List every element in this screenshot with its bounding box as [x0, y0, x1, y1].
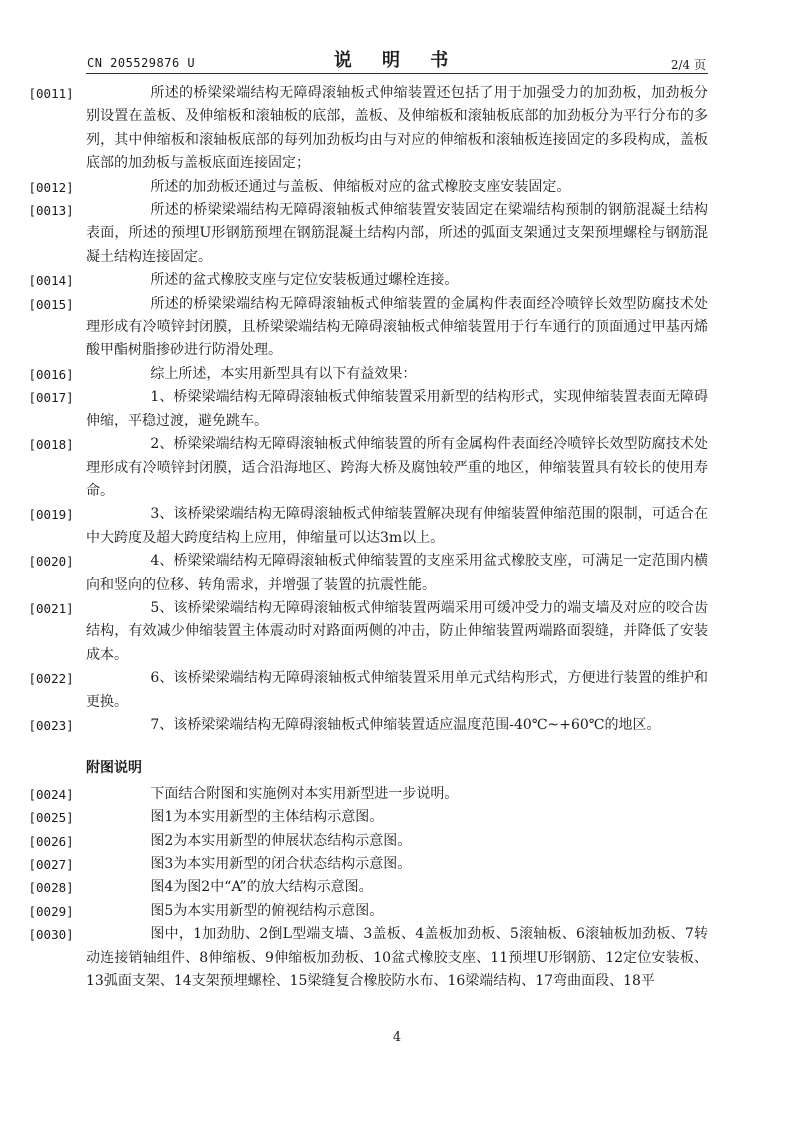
paragraph	[28, 597, 708, 667]
paragraph-text: 6、该桥梁梁端结构无障碍滚轴板式伸缩装置采用单元式结构形式，方便进行装置的维护和更换。	[86, 670, 708, 710]
paragraph-number: [0011]	[28, 86, 74, 101]
page-number: 4	[392, 1030, 402, 1045]
header-rule	[86, 73, 708, 74]
paragraph-text: 1、桥梁梁端结构无障碍滚轴板式伸缩装置采用新型的结构形式，实现伸缩装置表面无障碍伸缩，平稳过渡，避免跳车。	[86, 389, 708, 429]
paragraph-number: [0017]	[28, 390, 74, 406]
paragraph	[28, 783, 708, 806]
paragraph-text: 所述的桥梁梁端结构无障碍滚轴板式伸缩装置的金属构件表面经冷喷锌长效型防腐技术处理形成有冷喷锌封闭膜，且桥梁梁端结构无障碍滚轴板式伸缩装置用于行车通行的顶面通过甲基丙烯酸甲酯树脂掺砂进行防滑处理。	[86, 295, 708, 359]
document-title: 说 明 书	[333, 50, 461, 71]
paragraph-number: [0013]	[28, 203, 74, 219]
paragraph-number: [0020]	[28, 554, 74, 570]
paragraph-text: 图1为本实用新型的主体结构示意图。	[150, 809, 384, 826]
paragraph-number: [0027]	[28, 857, 74, 872]
paragraph-text: 3、该桥梁梁端结构无障碍滚轴板式伸缩装置解决现有伸缩装置伸缩范围的限制，可适合在中大跨度及超大跨度结构上应用，伸缩量可以达3m以上。	[86, 506, 708, 546]
paragraph-number: [0029]	[28, 903, 74, 919]
paragraph-text: 2、桥梁梁端结构无障碍滚轴板式伸缩装置的所有金属构件表面经冷喷锌长效型防腐技术处理形成有冷喷锌封闭膜，适合沿海地区、跨海大桥及腐蚀较严重的地区，伸缩装置具有较长的使用寿命。	[86, 436, 708, 499]
paragraph	[28, 503, 708, 550]
paragraph-number: [0026]	[28, 833, 74, 849]
paragraph-number: [0015]	[28, 296, 74, 312]
paragraph	[28, 806, 708, 829]
paragraph	[28, 876, 708, 899]
section-heading: 附图说明	[86, 760, 142, 777]
paragraph-number: [0028]	[28, 880, 74, 896]
paragraph-number: [0018]	[28, 437, 74, 453]
paragraph	[28, 199, 708, 269]
patent-number: CN 205529876 U	[87, 56, 196, 70]
paragraph-text: 图4为图2中“A”的放大结构示意图。	[150, 879, 373, 896]
paragraph-text: 所述的加劲板还通过与盖板、伸缩板对应的盆式橡胶支座安装固定。	[150, 178, 571, 195]
paragraph-text: 图3为本实用新型的闭合状态结构示意图。	[150, 856, 412, 872]
paragraph	[28, 269, 708, 292]
paragraph	[28, 714, 708, 737]
paragraph-number: [0019]	[28, 507, 74, 523]
paragraph-number: [0012]	[28, 179, 74, 195]
paragraph-text: 所述的桥梁梁端结构无障碍滚轴板式伸缩装置还包括了用于加强受力的加劲板，加劲板分别设置在盖板、及伸缩板和滚轴板的底部，盖板、及伸缩板和滚轴板底部的加劲板分为平行分布的多列，其中伸缩板和滚轴板底部的每列加劲板均由与对应的伸缩板和滚轴板连接固定的多段构成，盖板底部的加劲板与盖板底面连接固定；	[86, 85, 708, 172]
paragraph-number: [0016]	[28, 366, 74, 382]
paragraph-number: [0022]	[28, 671, 74, 687]
paragraph	[28, 176, 708, 199]
paragraph-text: 所述的盆式橡胶支座与定位安装板通过螺栓连接。	[150, 272, 459, 289]
paragraph	[28, 667, 708, 714]
paragraph-number: [0024]	[28, 786, 74, 802]
paragraph-text: 图中，1加劲肋、2倒L型端支墙、3盖板、4盖板加劲板、5滚轴板、6滚轴板加劲板、7转动连接销轴组件、8伸缩板、9伸缩板加劲板、10盆式橡胶支座、11预埋U形钢筋、12定位安装板、13弧面支架、14支架预埋螺栓、15梁缝复合橡胶防水布、16梁端结构、17弯曲面段、18平	[86, 926, 708, 990]
paragraph-number: [0025]	[28, 810, 74, 826]
paragraph	[28, 82, 708, 176]
paragraph-number: [0014]	[28, 273, 74, 289]
paragraph-text: 7、该桥梁梁端结构无障碍滚轴板式伸缩装置适应温度范围-40℃~+60℃的地区。	[150, 716, 661, 733]
paragraph-number: [0030]	[28, 927, 74, 943]
paragraph	[28, 900, 708, 923]
paragraph-number: [0021]	[28, 600, 74, 616]
paragraph	[28, 386, 708, 433]
paragraph	[28, 923, 708, 993]
paragraph	[28, 853, 708, 876]
page-indicator: 2/4 页	[670, 58, 706, 72]
paragraph-number: [0023]	[28, 717, 74, 733]
paragraph	[28, 363, 708, 386]
page-header	[0, 0, 794, 72]
paragraph	[28, 433, 708, 503]
paragraph	[28, 293, 708, 363]
paragraph-text: 下面结合附图和实施例对本实用新型进一步说明。	[150, 785, 459, 802]
paragraph	[28, 550, 708, 597]
paragraph-text: 所述的桥梁梁端结构无障碍滚轴板式伸缩装置安装固定在梁端结构预制的钢筋混凝土结构表面，所述的预埋U形钢筋预埋在钢筋混凝土结构内部，所述的弧面支架通过支架预埋螺栓与钢筋混凝土结构连接固定。	[86, 202, 708, 265]
paragraph-text: 4、桥梁梁端结构无障碍滚轴板式伸缩装置的支座采用盆式橡胶支座，可满足一定范围内横向和竖向的位移、转角需求，并增强了装置的抗震性能。	[86, 553, 708, 593]
document-body	[28, 82, 708, 993]
paragraph-text: 综上所述，本实用新型具有以下有益效果：	[150, 365, 417, 382]
paragraph-text: 5、该桥梁梁端结构无障碍滚轴板式伸缩装置两端采用可缓冲受力的端支墙及对应的咬合齿结构，有效减少伸缩装置主体震动时对路面两侧的冲击，防止伸缩装置两端路面裂缝，并降低了安装成本。	[86, 599, 708, 663]
paragraph-text: 图5为本实用新型的俯视结构示意图。	[150, 902, 384, 919]
paragraph	[28, 830, 708, 853]
paragraph-text: 图2为本实用新型的伸展状态结构示意图。	[150, 832, 412, 849]
